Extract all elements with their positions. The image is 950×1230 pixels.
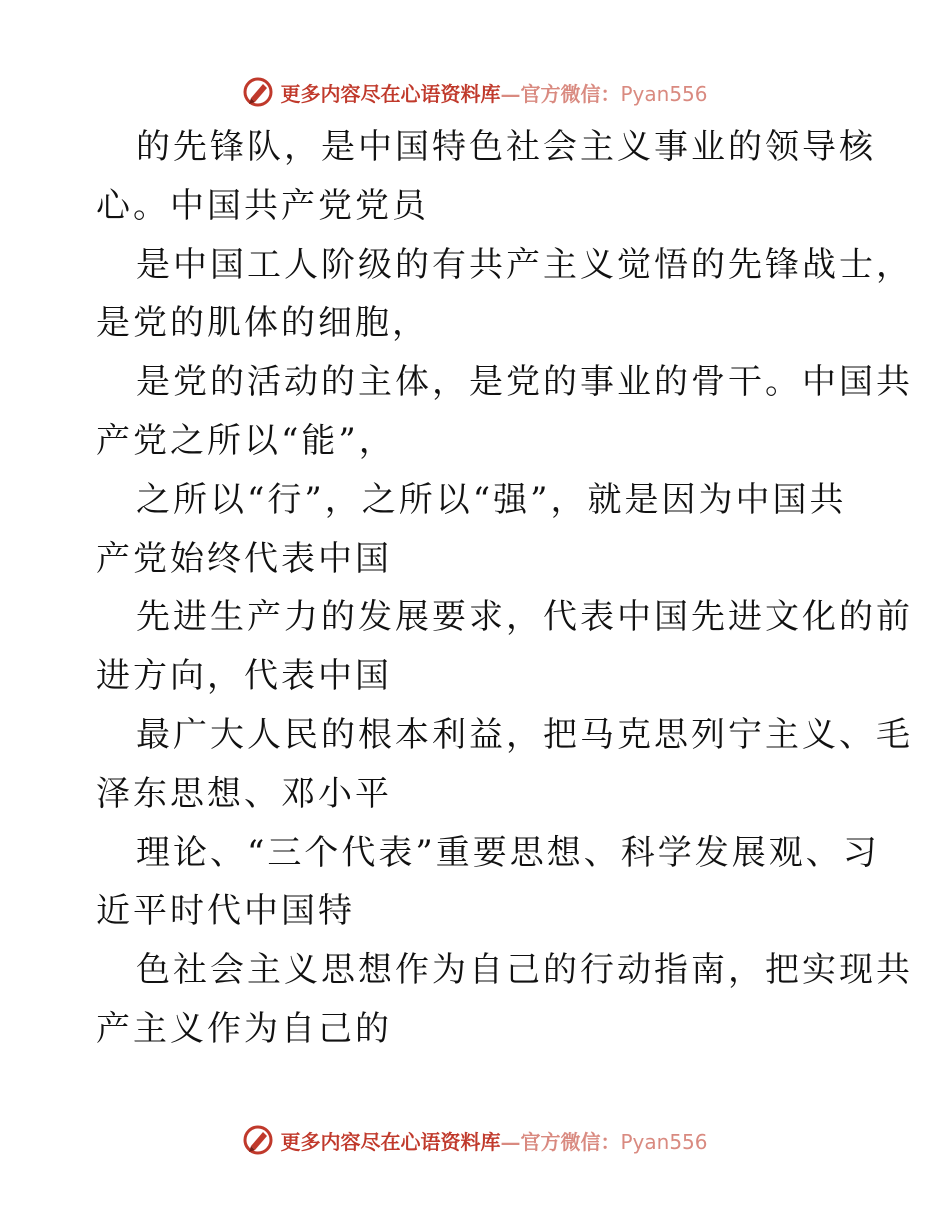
- text-line: 是中国工人阶级的有共产主义觉悟的先锋战士，: [136, 244, 913, 285]
- header-separator: —: [500, 81, 521, 106]
- header-brand: 更多内容尽在心语资料库: [280, 81, 501, 106]
- text-line: 的先锋队，是中国特色社会主义事业的领导核: [136, 127, 876, 167]
- footer-banner: [0, 1120, 950, 1160]
- header-wechat-label: 官方微信：: [520, 81, 621, 106]
- header-wechat-id: Pyan556: [620, 81, 708, 106]
- text-line: 之所以“行”，之所以“强”，就是因为中国共: [136, 479, 847, 520]
- text-line: 理论、“三个代表”重要思想、科学发展观、习: [136, 832, 880, 873]
- pen-logo-icon: [242, 1124, 274, 1156]
- header-text: [280, 78, 707, 107]
- text-line: 最广大人民的根本利益，把马克思列宁主义、毛: [136, 714, 913, 755]
- text-line: 泽东思想、邓小平: [96, 773, 392, 814]
- text-line: 心。中国共产党党员: [96, 185, 429, 226]
- text-line: 产党始终代表中国: [96, 538, 392, 579]
- footer-wechat-label: 官方微信：: [520, 1129, 621, 1154]
- text-line: 近平时代中国特: [96, 891, 355, 932]
- footer-brand: 更多内容尽在心语资料库: [280, 1129, 501, 1154]
- text-line: 是党的活动的主体，是党的事业的骨干。中国共: [136, 362, 913, 403]
- pen-logo-icon: [242, 76, 274, 108]
- text-line: 产党之所以“能”，: [96, 420, 396, 461]
- footer-separator: —: [500, 1129, 521, 1154]
- header-banner: [0, 72, 950, 112]
- text-line: 产主义作为自己的: [96, 1008, 392, 1049]
- text-line: 先进生产力的发展要求，代表中国先进文化的前: [136, 597, 913, 638]
- text-line: 是党的肌体的细胞，: [96, 303, 429, 344]
- footer-wechat-id: Pyan556: [620, 1129, 708, 1154]
- text-line: 进方向，代表中国: [96, 656, 392, 697]
- text-line: 色社会主义思想作为自己的行动指南，把实现共: [136, 950, 913, 991]
- document-body: [96, 118, 913, 1059]
- footer-text: [280, 1126, 707, 1155]
